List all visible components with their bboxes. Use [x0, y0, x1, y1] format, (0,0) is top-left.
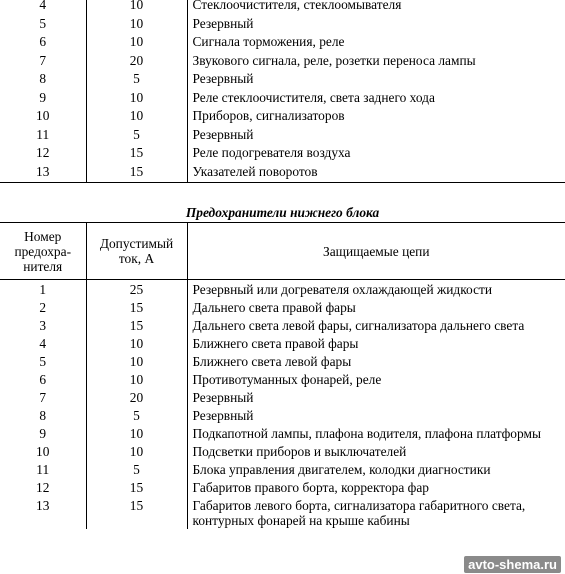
header-rated-current: Допустимый ток, А: [86, 223, 187, 280]
table-row: [0, 16, 565, 35]
protected-circuit-cell: Подсветки приборов и выключателей: [187, 442, 565, 460]
header-protected-circuits: Защищаемые цепи: [187, 223, 565, 280]
fuse-number-cell: 4: [39, 336, 47, 351]
lower-block-title: Предохранители нижнего блока: [185, 205, 380, 220]
rated-current-cell: 10: [86, 370, 187, 388]
protected-circuit-cell: Габаритов левого борта, сигнализатора габаритного света, контурных фонарей на крыше кабины: [187, 496, 565, 529]
protected-circuit-cell: Резервный или догревателя охлаждающей жидкости: [187, 280, 565, 299]
fuse-number-cell: 8: [39, 71, 47, 86]
protected-circuit-cell: Сигнала торможения, реле: [187, 34, 565, 53]
rated-current-cell: 10: [86, 90, 187, 109]
table-row: [0, 388, 565, 406]
protected-circuit-cell: Ближнего света левой фары: [187, 352, 565, 370]
protected-circuit-cell: Подкапотной лампы, плафона водителя, плафона платформы: [187, 424, 565, 442]
rated-current-cell: 5: [86, 406, 187, 424]
protected-circuit-cell: Указателей поворотов: [187, 164, 565, 183]
rated-current-cell: 10: [86, 34, 187, 53]
table-row: [0, 298, 565, 316]
table-row: [0, 406, 565, 424]
table-row: [0, 334, 565, 352]
table-row: [0, 280, 565, 299]
protected-circuit-cell: Стеклоочистителя, стеклоомывателя: [187, 0, 565, 16]
fuse-number-cell: 7: [39, 390, 47, 405]
table-row: [0, 127, 565, 146]
protected-circuit-cell: Приборов, сигнализаторов: [187, 108, 565, 127]
table-row: [0, 53, 565, 72]
table-header-row: [0, 223, 565, 280]
fuse-number-cell: 10: [36, 108, 50, 123]
fuse-number-cell: 13: [36, 498, 50, 513]
fuse-number-cell: 9: [39, 89, 47, 105]
rated-current-cell: 10: [86, 424, 187, 442]
rated-current-cell: 20: [86, 53, 187, 72]
rated-current-cell: 5: [86, 127, 187, 146]
rated-current-cell: 15: [86, 316, 187, 334]
rated-current-cell: 10: [86, 0, 187, 16]
upper-fuse-table: [0, 0, 565, 183]
rated-current-cell: 15: [86, 298, 187, 316]
fuse-number-cell: 10: [36, 444, 50, 459]
table-row: [0, 108, 565, 127]
table-row: [0, 34, 565, 53]
table-row: [0, 460, 565, 478]
fuse-number-cell: 4: [39, 0, 47, 12]
protected-circuit-cell: Дальнего света левой фары, сигнализатора дальнего света: [187, 316, 565, 334]
fuse-number-cell: 9: [39, 426, 47, 441]
fuse-number-cell: 5: [39, 15, 47, 31]
rated-current-cell: 5: [86, 460, 187, 478]
fuse-number-cell: 6: [39, 372, 47, 387]
protected-circuit-cell: Реле стеклоочистителя, света заднего хода: [187, 90, 565, 109]
site-watermark: avto-shema.ru: [464, 556, 561, 573]
protected-circuit-cell: Резервный: [187, 388, 565, 406]
table-row: [0, 0, 565, 16]
upper-fuse-table-body: [0, 0, 565, 183]
rated-current-cell: 15: [86, 496, 187, 529]
rated-current-cell: 10: [86, 108, 187, 127]
fuse-number-cell: 2: [39, 300, 47, 315]
fuse-number-cell: 8: [39, 408, 47, 423]
table-row: [0, 145, 565, 164]
rated-current-cell: 10: [86, 442, 187, 460]
fuse-number-cell: 1: [39, 282, 47, 297]
fuse-number-cell: 11: [36, 126, 50, 142]
rated-current-cell: 10: [86, 334, 187, 352]
table-row: [0, 164, 565, 183]
header-fuse-number: Номер предохра-нителя: [0, 223, 86, 280]
table-row: [0, 71, 565, 90]
rated-current-cell: 25: [86, 280, 187, 299]
rated-current-cell: 20: [86, 388, 187, 406]
protected-circuit-cell: Дальнего света правой фары: [187, 298, 565, 316]
table-row: [0, 478, 565, 496]
rated-current-cell: 5: [86, 71, 187, 90]
fuse-number-cell: 12: [36, 145, 50, 160]
rated-current-cell: 15: [86, 145, 187, 164]
table-row: [0, 90, 565, 109]
rated-current-cell: 15: [86, 478, 187, 496]
protected-circuit-cell: Габаритов правого борта, корректора фар: [187, 478, 565, 496]
table-row: [0, 496, 565, 529]
rated-current-cell: 10: [86, 16, 187, 35]
lower-fuse-table: [0, 222, 565, 529]
fuse-number-cell: 5: [39, 354, 47, 369]
fuse-number-cell: 11: [36, 462, 50, 477]
table-row: [0, 442, 565, 460]
protected-circuit-cell: Противотуманных фонарей, реле: [187, 370, 565, 388]
protected-circuit-cell: Звукового сигнала, реле, розетки переноса лампы: [187, 53, 565, 72]
fuse-number-cell: 3: [39, 318, 47, 333]
rated-current-cell: 15: [86, 164, 187, 183]
lower-fuse-table-body: [0, 280, 565, 530]
fuse-number-cell: 7: [39, 52, 47, 68]
table-row: [0, 316, 565, 334]
fuse-number-cell: 6: [39, 34, 47, 49]
fuse-number-cell: 13: [0, 164, 86, 183]
protected-circuit-cell: Резервный: [187, 16, 565, 35]
fuse-number-cell: 12: [36, 480, 50, 495]
rated-current-cell: 10: [86, 352, 187, 370]
protected-circuit-cell: Резервный: [187, 406, 565, 424]
table-row: [0, 352, 565, 370]
protected-circuit-cell: Резервный: [187, 71, 565, 90]
table-row: [0, 370, 565, 388]
protected-circuit-cell: Ближнего света правой фары: [187, 334, 565, 352]
protected-circuit-cell: Блока управления двигателем, колодки диагностики: [187, 460, 565, 478]
protected-circuit-cell: Резервный: [187, 127, 565, 146]
table-row: [0, 424, 565, 442]
protected-circuit-cell: Реле подогревателя воздуха: [187, 145, 565, 164]
